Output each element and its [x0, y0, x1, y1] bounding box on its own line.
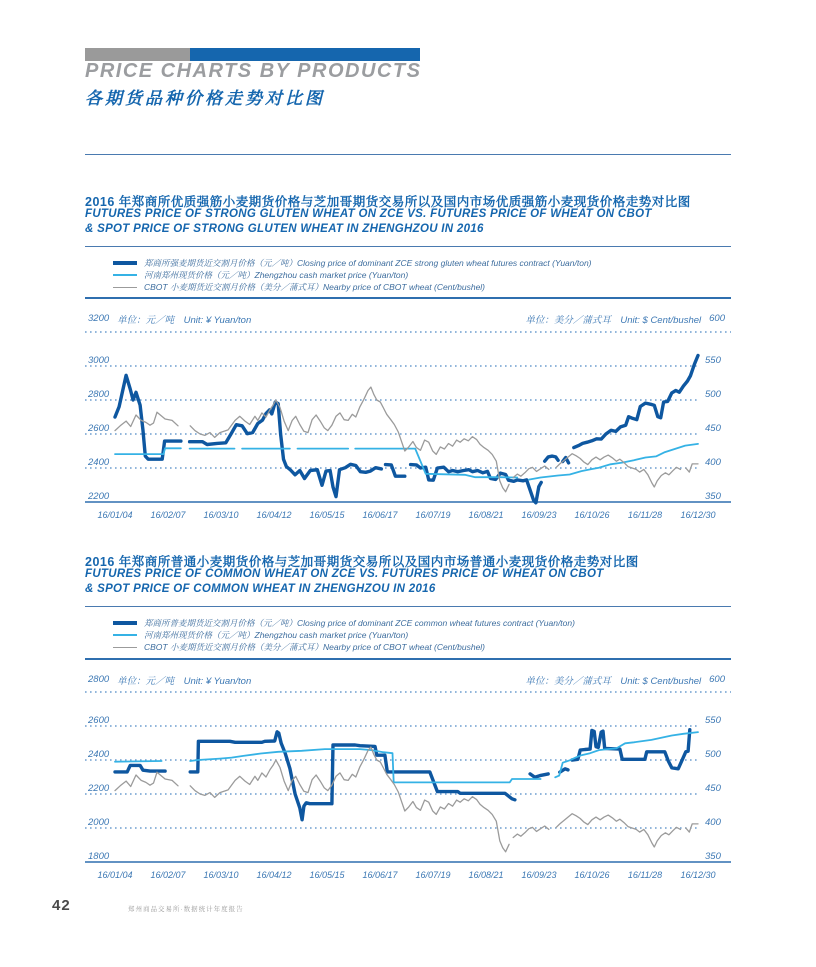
left-axis-top-tick: 2800 — [88, 674, 110, 685]
left-axis-tick-label: 2600 — [88, 423, 110, 434]
x-axis-date-label: 16/05/15 — [309, 870, 345, 880]
left-axis-top-tick: 3200 — [88, 313, 110, 324]
chart1-title-divider — [85, 246, 731, 247]
chart2-title-en-line2: & SPOT PRICE OF COMMON WHEAT IN ZHENGHZOU IN 2016 — [85, 583, 436, 595]
x-axis-date-label: 16/01/04 — [97, 870, 133, 880]
legend-item — [113, 269, 713, 281]
x-axis-date-label: 16/04/12 — [256, 870, 292, 880]
left-unit-label: 单位：元／吨 Unit: ¥ Yuan/ton — [117, 314, 252, 326]
zce-common-wheat-futures-line — [115, 730, 690, 820]
cbot-wheat-nearby-line — [115, 747, 698, 852]
left-axis-tick-label: 2400 — [88, 749, 110, 760]
cash-line-swatch — [113, 274, 137, 276]
left-axis-tick-label: 2200 — [88, 491, 110, 502]
x-axis-date-label: 16/11/28 — [627, 510, 663, 520]
x-axis-date-label: 16/10/26 — [574, 870, 610, 880]
page-title-english: PRICE CHARTS BY PRODUCTS — [85, 60, 422, 82]
left-axis-tick-label: 2400 — [88, 457, 110, 468]
x-axis-date-label: 16/02/07 — [150, 510, 186, 520]
left-axis-tick-label: 1800 — [88, 851, 110, 862]
chart1-title-en-line2: & SPOT PRICE OF STRONG GLUTEN WHEAT IN ZHENGHZOU IN 2016 — [85, 223, 484, 235]
x-axis-date-label: 16/04/12 — [256, 510, 292, 520]
chart1-title-cn: 2016 年郑商所优质强筋小麦期货价格与芝加哥期货交易所以及国内市场优质强筋小麦现货价格走势对比图 — [85, 195, 691, 209]
legend-item — [113, 257, 713, 269]
left-axis-tick-label: 2200 — [88, 783, 110, 794]
right-axis-top-tick: 600 — [709, 313, 725, 324]
x-axis-date-label: 16/12/30 — [680, 870, 716, 880]
x-axis-date-label: 16/06/17 — [362, 870, 398, 880]
right-axis-tick-label: 350 — [705, 491, 721, 502]
x-axis-date-label: 16/02/07 — [150, 870, 186, 880]
chart2-title-divider — [85, 606, 731, 607]
chart1-unit-row — [85, 311, 731, 326]
right-unit-label: 单位：美分／蒲式耳 Unit: $ Cent/bushel — [525, 675, 702, 687]
x-axis-date-label: 16/08/21 — [468, 510, 504, 520]
x-axis-date-label: 16/03/10 — [203, 510, 239, 520]
chart1-legend — [113, 257, 713, 293]
header-divider — [85, 154, 731, 155]
x-axis-date-label: 16/09/23 — [521, 510, 557, 520]
legend-item — [113, 281, 713, 293]
x-axis-date-label: 16/09/23 — [521, 870, 557, 880]
page-title-chinese: 各期货品种价格走势对比图 — [85, 89, 325, 108]
right-axis-tick-label: 400 — [705, 817, 721, 828]
cbot-line-swatch — [113, 287, 137, 288]
page-number: 42 — [52, 897, 71, 914]
x-axis-date-label: 16/01/04 — [97, 510, 133, 520]
x-axis-date-label: 16/07/19 — [415, 510, 451, 520]
right-axis-tick-label: 500 — [705, 389, 721, 400]
legend-label: 河南郑州现货价格（元／吨）Zhengzhou cash market price (Yuan/ton) — [144, 630, 409, 640]
zce-line-swatch — [113, 621, 137, 625]
chart2-legend — [113, 617, 713, 653]
right-axis-tick-label: 450 — [705, 783, 721, 794]
right-axis-tick-label: 550 — [705, 715, 721, 726]
right-axis-tick-label: 350 — [705, 851, 721, 862]
left-unit-label: 单位：元／吨 Unit: ¥ Yuan/ton — [117, 675, 252, 687]
chart2-separator — [85, 658, 731, 660]
right-unit-label: 单位：美分／蒲式耳 Unit: $ Cent/bushel — [525, 314, 702, 326]
cbot-line-swatch — [113, 647, 137, 648]
legend-label: CBOT 小麦期货近交割月价格（美分／蒲式耳）Nearby price of CBOT wheat (Cent/bushel) — [144, 282, 486, 292]
left-axis-tick-label: 3000 — [88, 355, 110, 366]
cbot-wheat-nearby-line — [115, 387, 698, 492]
x-axis-date-label: 16/05/15 — [309, 510, 345, 520]
chart1-separator — [85, 297, 731, 299]
legend-item — [113, 617, 713, 629]
chart2-title-cn: 2016 年郑商所普通小麦期货价格与芝加哥期货交易所以及国内市场普通小麦现货价格走势对比图 — [85, 555, 639, 569]
zce-line-swatch — [113, 261, 137, 265]
x-axis-date-label: 16/06/17 — [362, 510, 398, 520]
footer-caption: 郑州商品交易所·数据统计年度报告 — [128, 906, 244, 913]
x-axis-date-label: 16/07/19 — [415, 870, 451, 880]
right-axis-tick-label: 550 — [705, 355, 721, 366]
x-axis-date-label: 16/12/30 — [680, 510, 716, 520]
zce-strong-wheat-futures-line — [115, 356, 698, 503]
common-wheat-price-chart — [85, 689, 731, 885]
legend-item — [113, 629, 713, 641]
cash-line-swatch — [113, 634, 137, 636]
x-axis-date-label: 16/03/10 — [203, 870, 239, 880]
legend-label: CBOT 小麦期货近交割月价格（美分／蒲式耳）Nearby price of CBOT wheat (Cent/bushel) — [144, 642, 486, 652]
legend-item — [113, 641, 713, 653]
legend-label: 河南郑州现货价格（元／吨）Zhengzhou cash market price (Yuan/ton) — [144, 270, 409, 280]
x-axis-date-label: 16/08/21 — [468, 870, 504, 880]
strong-gluten-wheat-price-chart — [85, 329, 731, 525]
right-axis-tick-label: 500 — [705, 749, 721, 760]
legend-label: 郑商所强麦期货近交割月价格（元／吨）Closing price of dominant ZCE strong gluten wheat futures contract (Yuan/ton) — [144, 258, 592, 268]
right-axis-top-tick: 600 — [709, 674, 725, 685]
left-axis-tick-label: 2600 — [88, 715, 110, 726]
chart2-title-en-line1: FUTURES PRICE OF COMMON WHEAT ON ZCE VS. FUTURES PRICE OF WHEAT ON CBOT — [85, 568, 604, 580]
x-axis-date-label: 16/10/26 — [574, 510, 610, 520]
legend-label: 郑商所普麦期货近交割月价格（元／吨）Closing price of dominant ZCE common wheat futures contract (Yuan/ton) — [144, 618, 575, 628]
right-axis-tick-label: 400 — [705, 457, 721, 468]
right-axis-tick-label: 450 — [705, 423, 721, 434]
left-axis-tick-label: 2800 — [88, 389, 110, 400]
left-axis-tick-label: 2000 — [88, 817, 110, 828]
x-axis-date-label: 16/11/28 — [627, 870, 663, 880]
chart1-title-en-line1: FUTURES PRICE OF STRONG GLUTEN WHEAT ON ZCE VS. FUTURES PRICE OF WHEAT ON CBOT — [85, 208, 652, 220]
chart2-unit-row — [85, 672, 731, 687]
